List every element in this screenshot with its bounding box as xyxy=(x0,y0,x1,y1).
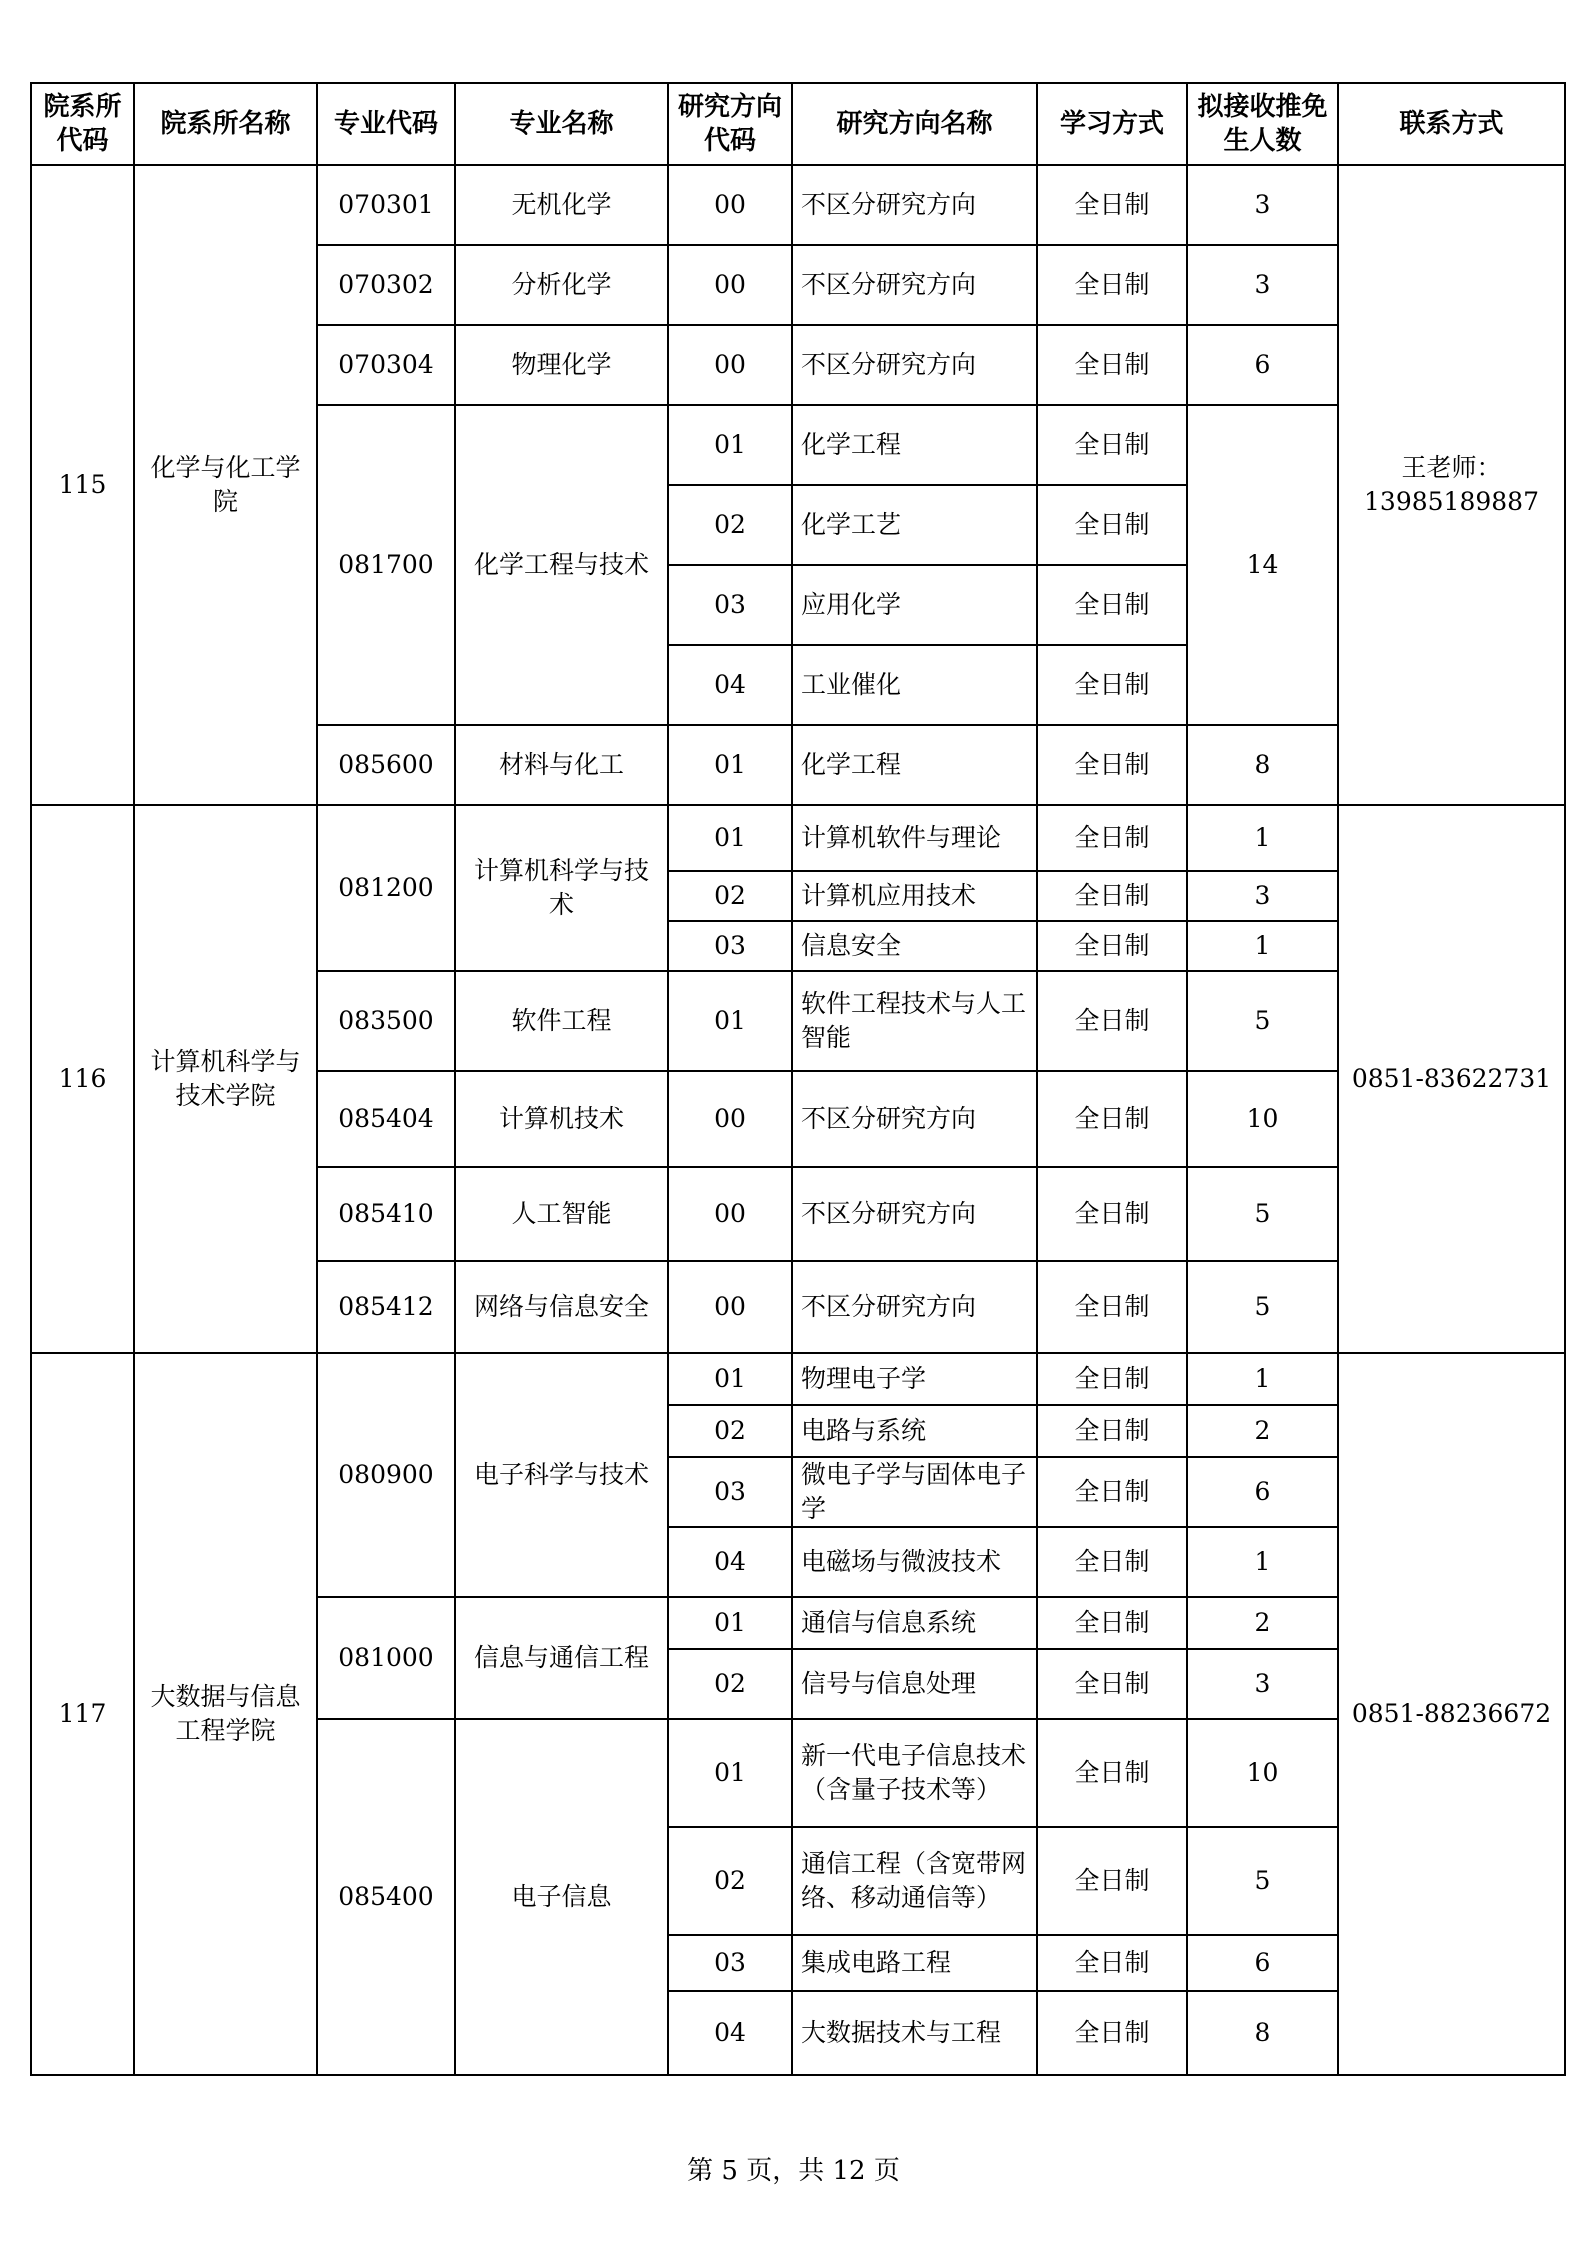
dept-code-cell: 115 xyxy=(31,165,134,805)
direction-name-cell: 计算机软件与理论 xyxy=(792,805,1037,871)
major-name-cell: 化学工程与技术 xyxy=(455,405,668,725)
study-mode-cell: 全日制 xyxy=(1037,1405,1187,1457)
header-major-name: 专业名称 xyxy=(455,83,668,165)
table-row xyxy=(31,805,1565,871)
direction-code-cell: 03 xyxy=(668,565,792,645)
major-name-cell: 计算机技术 xyxy=(455,1071,668,1167)
study-mode-cell: 全日制 xyxy=(1037,1527,1187,1597)
major-code-cell: 080900 xyxy=(317,1353,455,1597)
direction-name-cell: 工业催化 xyxy=(792,645,1037,725)
quota-cell: 6 xyxy=(1187,1457,1338,1527)
header-row xyxy=(31,83,1565,165)
major-name-cell: 电子信息 xyxy=(455,1719,668,2075)
major-code-cell: 081000 xyxy=(317,1597,455,1719)
page-number-footer: 第 5 页，共 12 页 xyxy=(687,2156,900,2186)
contact-cell: 0851-88236672 xyxy=(1338,1353,1565,2075)
direction-name-cell: 信息安全 xyxy=(792,921,1037,971)
table-row xyxy=(31,165,1565,245)
study-mode-cell: 全日制 xyxy=(1037,325,1187,405)
major-name-cell: 电子科学与技术 xyxy=(455,1353,668,1597)
direction-code-cell: 00 xyxy=(668,245,792,325)
header-direction-code: 研究方向代码 xyxy=(668,83,792,165)
major-code-cell: 070304 xyxy=(317,325,455,405)
direction-code-cell: 01 xyxy=(668,971,792,1071)
major-name-cell: 物理化学 xyxy=(455,325,668,405)
quota-cell: 3 xyxy=(1187,871,1338,921)
study-mode-cell: 全日制 xyxy=(1037,805,1187,871)
direction-name-cell: 计算机应用技术 xyxy=(792,871,1037,921)
study-mode-cell: 全日制 xyxy=(1037,1597,1187,1649)
direction-name-cell: 不区分研究方向 xyxy=(792,165,1037,245)
direction-code-cell: 02 xyxy=(668,871,792,921)
direction-name-cell: 不区分研究方向 xyxy=(792,1167,1037,1261)
direction-code-cell: 02 xyxy=(668,485,792,565)
study-mode-cell: 全日制 xyxy=(1037,1071,1187,1167)
quota-cell: 1 xyxy=(1187,921,1338,971)
quota-cell: 3 xyxy=(1187,245,1338,325)
quota-cell: 5 xyxy=(1187,971,1338,1071)
direction-code-cell: 03 xyxy=(668,921,792,971)
study-mode-cell: 全日制 xyxy=(1037,565,1187,645)
major-name-cell: 无机化学 xyxy=(455,165,668,245)
header-dept-name: 院系所名称 xyxy=(134,83,317,165)
direction-code-cell: 01 xyxy=(668,1719,792,1827)
direction-name-cell: 不区分研究方向 xyxy=(792,325,1037,405)
study-mode-cell: 全日制 xyxy=(1037,1353,1187,1405)
study-mode-cell: 全日制 xyxy=(1037,245,1187,325)
study-mode-cell: 全日制 xyxy=(1037,485,1187,565)
study-mode-cell: 全日制 xyxy=(1037,1991,1187,2075)
major-code-cell: 085410 xyxy=(317,1167,455,1261)
direction-code-cell: 00 xyxy=(668,1071,792,1167)
major-code-cell: 070302 xyxy=(317,245,455,325)
major-code-cell: 085404 xyxy=(317,1071,455,1167)
direction-code-cell: 01 xyxy=(668,725,792,805)
major-name-cell: 计算机科学与技术 xyxy=(455,805,668,971)
direction-name-cell: 新一代电子信息技术（含量子技术等） xyxy=(792,1719,1037,1827)
dept-name-cell: 化学与化工学院 xyxy=(134,165,317,805)
dept-name-cell: 大数据与信息工程学院 xyxy=(134,1353,317,2075)
major-code-cell: 083500 xyxy=(317,971,455,1071)
quota-cell: 5 xyxy=(1187,1827,1338,1935)
major-code-cell: 085412 xyxy=(317,1261,455,1353)
direction-code-cell: 00 xyxy=(668,325,792,405)
quota-cell: 5 xyxy=(1187,1261,1338,1353)
dept-code-cell: 116 xyxy=(31,805,134,1353)
direction-code-cell: 02 xyxy=(668,1827,792,1935)
dept-name-cell: 计算机科学与技术学院 xyxy=(134,805,317,1353)
quota-cell: 2 xyxy=(1187,1405,1338,1457)
quota-cell: 1 xyxy=(1187,1353,1338,1405)
direction-code-cell: 02 xyxy=(668,1405,792,1457)
direction-code-cell: 04 xyxy=(668,645,792,725)
quota-cell: 5 xyxy=(1187,1167,1338,1261)
study-mode-cell: 全日制 xyxy=(1037,921,1187,971)
direction-name-cell: 不区分研究方向 xyxy=(792,1071,1037,1167)
direction-name-cell: 电路与系统 xyxy=(792,1405,1037,1457)
contact-cell: 王老师：13985189887 xyxy=(1338,165,1565,805)
quota-cell: 8 xyxy=(1187,1991,1338,2075)
major-code-cell: 085400 xyxy=(317,1719,455,2075)
header-major-code: 专业代码 xyxy=(317,83,455,165)
study-mode-cell: 全日制 xyxy=(1037,725,1187,805)
study-mode-cell: 全日制 xyxy=(1037,405,1187,485)
major-name-cell: 信息与通信工程 xyxy=(455,1597,668,1719)
direction-name-cell: 信号与信息处理 xyxy=(792,1649,1037,1719)
direction-code-cell: 03 xyxy=(668,1935,792,1991)
header-dept-code: 院系所代码 xyxy=(31,83,134,165)
direction-code-cell: 00 xyxy=(668,1261,792,1353)
table-row xyxy=(31,1353,1565,1405)
study-mode-cell: 全日制 xyxy=(1037,1457,1187,1527)
direction-code-cell: 01 xyxy=(668,1597,792,1649)
study-mode-cell: 全日制 xyxy=(1037,971,1187,1071)
direction-code-cell: 00 xyxy=(668,165,792,245)
major-name-cell: 网络与信息安全 xyxy=(455,1261,668,1353)
direction-name-cell: 通信与信息系统 xyxy=(792,1597,1037,1649)
quota-cell: 6 xyxy=(1187,325,1338,405)
direction-name-cell: 化学工程 xyxy=(792,405,1037,485)
study-mode-cell: 全日制 xyxy=(1037,1261,1187,1353)
direction-name-cell: 大数据技术与工程 xyxy=(792,1991,1037,2075)
direction-code-cell: 04 xyxy=(668,1991,792,2075)
major-code-cell: 085600 xyxy=(317,725,455,805)
study-mode-cell: 全日制 xyxy=(1037,1719,1187,1827)
direction-code-cell: 00 xyxy=(668,1167,792,1261)
header-study-mode: 学习方式 xyxy=(1037,83,1187,165)
quota-cell: 10 xyxy=(1187,1719,1338,1827)
study-mode-cell: 全日制 xyxy=(1037,1827,1187,1935)
quota-cell: 8 xyxy=(1187,725,1338,805)
major-name-cell: 材料与化工 xyxy=(455,725,668,805)
direction-name-cell: 软件工程技术与人工智能 xyxy=(792,971,1037,1071)
major-name-cell: 软件工程 xyxy=(455,971,668,1071)
header-contact: 联系方式 xyxy=(1338,83,1565,165)
study-mode-cell: 全日制 xyxy=(1037,645,1187,725)
quota-cell: 3 xyxy=(1187,1649,1338,1719)
quota-cell: 14 xyxy=(1187,405,1338,725)
direction-name-cell: 微电子学与固体电子学 xyxy=(792,1457,1037,1527)
direction-code-cell: 01 xyxy=(668,1353,792,1405)
direction-name-cell: 集成电路工程 xyxy=(792,1935,1037,1991)
contact-cell: 0851-83622731 xyxy=(1338,805,1565,1353)
major-code-cell: 081200 xyxy=(317,805,455,971)
direction-code-cell: 03 xyxy=(668,1457,792,1527)
quota-cell: 1 xyxy=(1187,1527,1338,1597)
direction-code-cell: 01 xyxy=(668,405,792,485)
admissions-table xyxy=(30,82,1566,2076)
direction-name-cell: 不区分研究方向 xyxy=(792,245,1037,325)
quota-cell: 1 xyxy=(1187,805,1338,871)
study-mode-cell: 全日制 xyxy=(1037,165,1187,245)
direction-name-cell: 化学工程 xyxy=(792,725,1037,805)
header-quota: 拟接收推免生人数 xyxy=(1187,83,1338,165)
quota-cell: 10 xyxy=(1187,1071,1338,1167)
direction-name-cell: 应用化学 xyxy=(792,565,1037,645)
major-code-cell: 070301 xyxy=(317,165,455,245)
direction-code-cell: 01 xyxy=(668,805,792,871)
study-mode-cell: 全日制 xyxy=(1037,871,1187,921)
direction-name-cell: 物理电子学 xyxy=(792,1353,1037,1405)
major-code-cell: 081700 xyxy=(317,405,455,725)
header-direction-name: 研究方向名称 xyxy=(792,83,1037,165)
quota-cell: 6 xyxy=(1187,1935,1338,1991)
direction-code-cell: 02 xyxy=(668,1649,792,1719)
major-name-cell: 分析化学 xyxy=(455,245,668,325)
direction-name-cell: 化学工艺 xyxy=(792,485,1037,565)
dept-code-cell: 117 xyxy=(31,1353,134,2075)
study-mode-cell: 全日制 xyxy=(1037,1649,1187,1719)
quota-cell: 3 xyxy=(1187,165,1338,245)
direction-code-cell: 04 xyxy=(668,1527,792,1597)
direction-name-cell: 电磁场与微波技术 xyxy=(792,1527,1037,1597)
direction-name-cell: 通信工程（含宽带网络、移动通信等） xyxy=(792,1827,1037,1935)
study-mode-cell: 全日制 xyxy=(1037,1167,1187,1261)
major-name-cell: 人工智能 xyxy=(455,1167,668,1261)
quota-cell: 2 xyxy=(1187,1597,1338,1649)
study-mode-cell: 全日制 xyxy=(1037,1935,1187,1991)
direction-name-cell: 不区分研究方向 xyxy=(792,1261,1037,1353)
